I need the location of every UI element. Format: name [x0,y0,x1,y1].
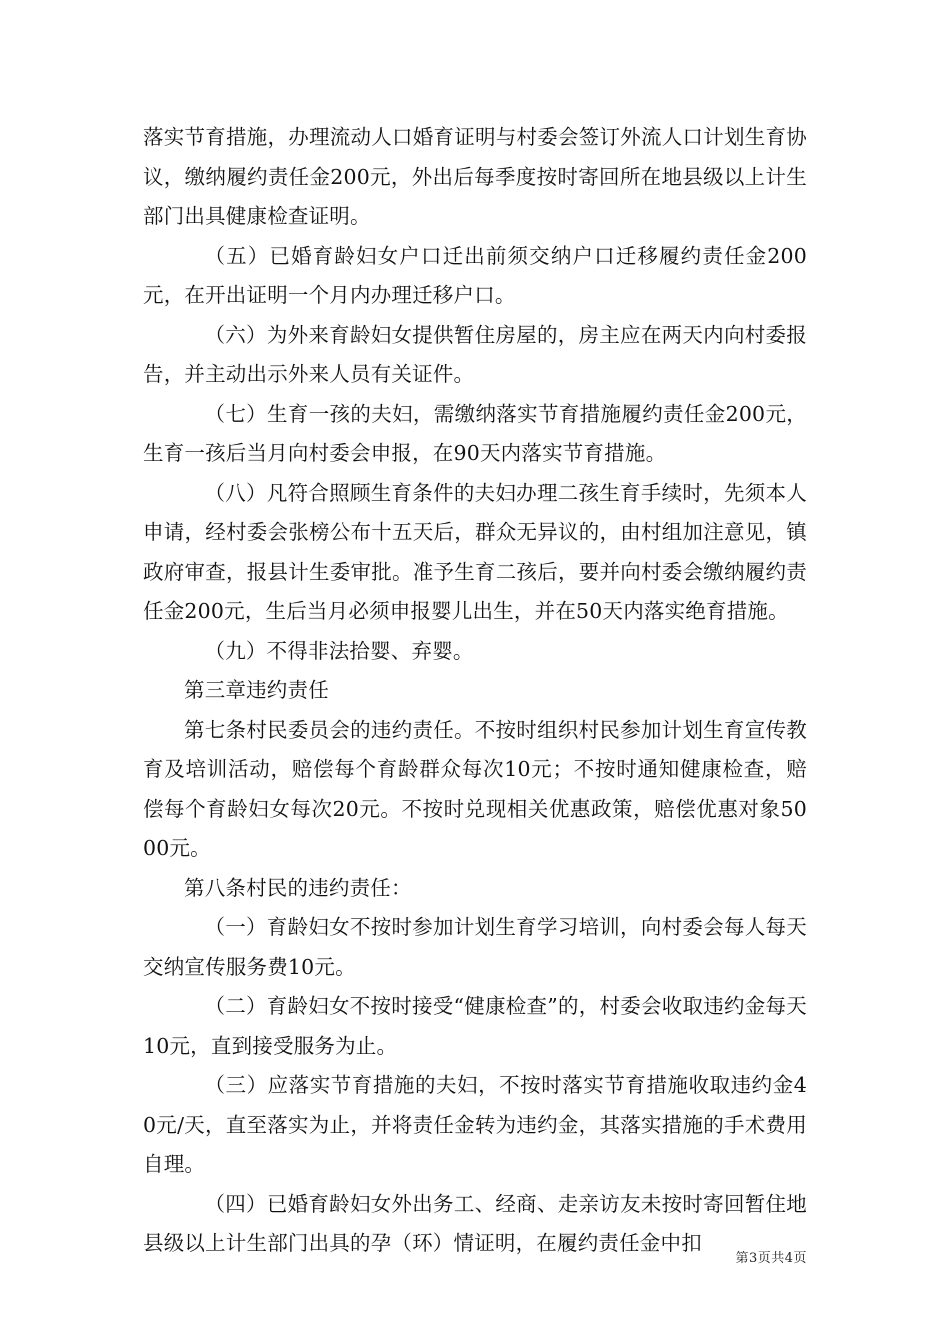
article-8-item-3: （三）应落实节育措施的夫妇，不按时落实节育措施收取违约金40元/天，直至落实为止，并将责任金转为违约金，其落实措施的手术费用自理。 [143,1073,807,1176]
paragraph-item-7: （七）生育一孩的夫妇，需缴纳落实节育措施履约责任金200元，生育一孩后当月向村委会申报，在90天内落实节育措施。 [143,401,807,465]
page-number-footer: 第3页共4页 [735,1251,807,1266]
article-8-item-1: （一）育龄妇女不按时参加计划生育学习培训，向村委会每人每天交纳宣传服务费10元。 [143,915,807,979]
article-8-item-2: （二）育龄妇女不按时接受“健康检查”的，村委会收取违约金每天10元，直到接受服务为止。 [143,994,807,1058]
article-7-paragraph: 第七条村民委员会的违约责任。不按时组织村民参加计划生育宣传教育及培训活动，赔偿每个育龄群众每次10元；不按时通知健康检查，赔偿每个育龄妇女每次20元。不按时兑现相关优惠政策，赔偿优惠对象5000元。 [143,717,807,860]
document-body [143,118,807,1264]
article-8-heading: 第八条村民的违约责任： [184,875,412,900]
paragraph-item-5: （五）已婚育龄妇女户口迁出前须交纳户口迁移履约责任金200元，在开出证明一个月内办理迁移户口。 [143,243,807,307]
paragraph-item-9: （九）不得非法拾婴、弃婴。 [204,638,474,663]
paragraph-item-6: （六）为外来育龄妇女提供暂住房屋的，房主应在两天内向村委报告，并主动出示外来人员有关证件。 [143,322,807,386]
paragraph-item-8: （八）凡符合照顾生育条件的夫妇办理二孩生育手续时，先须本人申请，经村委会张榜公布十五天后，群众无异议的，由村组加注意见，镇政府审查，报县计生委审批。准予生育二孩后，要并向村委会缴纳履约责任金200元，生后当月必须申报婴儿出生，并在50天内落实绝育措施。 [143,480,807,623]
chapter-heading: 第三章违约责任 [184,678,329,702]
paragraph-continuation: 落实节育措施，办理流动人口婚育证明与村委会签订外流人口计划生育协议，缴纳履约责任金200元，外出后每季度按时寄回所在地县级以上计生部门出具健康检查证明。 [143,125,807,228]
article-8-item-4: （四）已婚育龄妇女外出务工、经商、走亲访友未按时寄回暂住地县级以上计生部门出具的孕（环）情证明，在履约责任金中扣 [143,1191,807,1255]
